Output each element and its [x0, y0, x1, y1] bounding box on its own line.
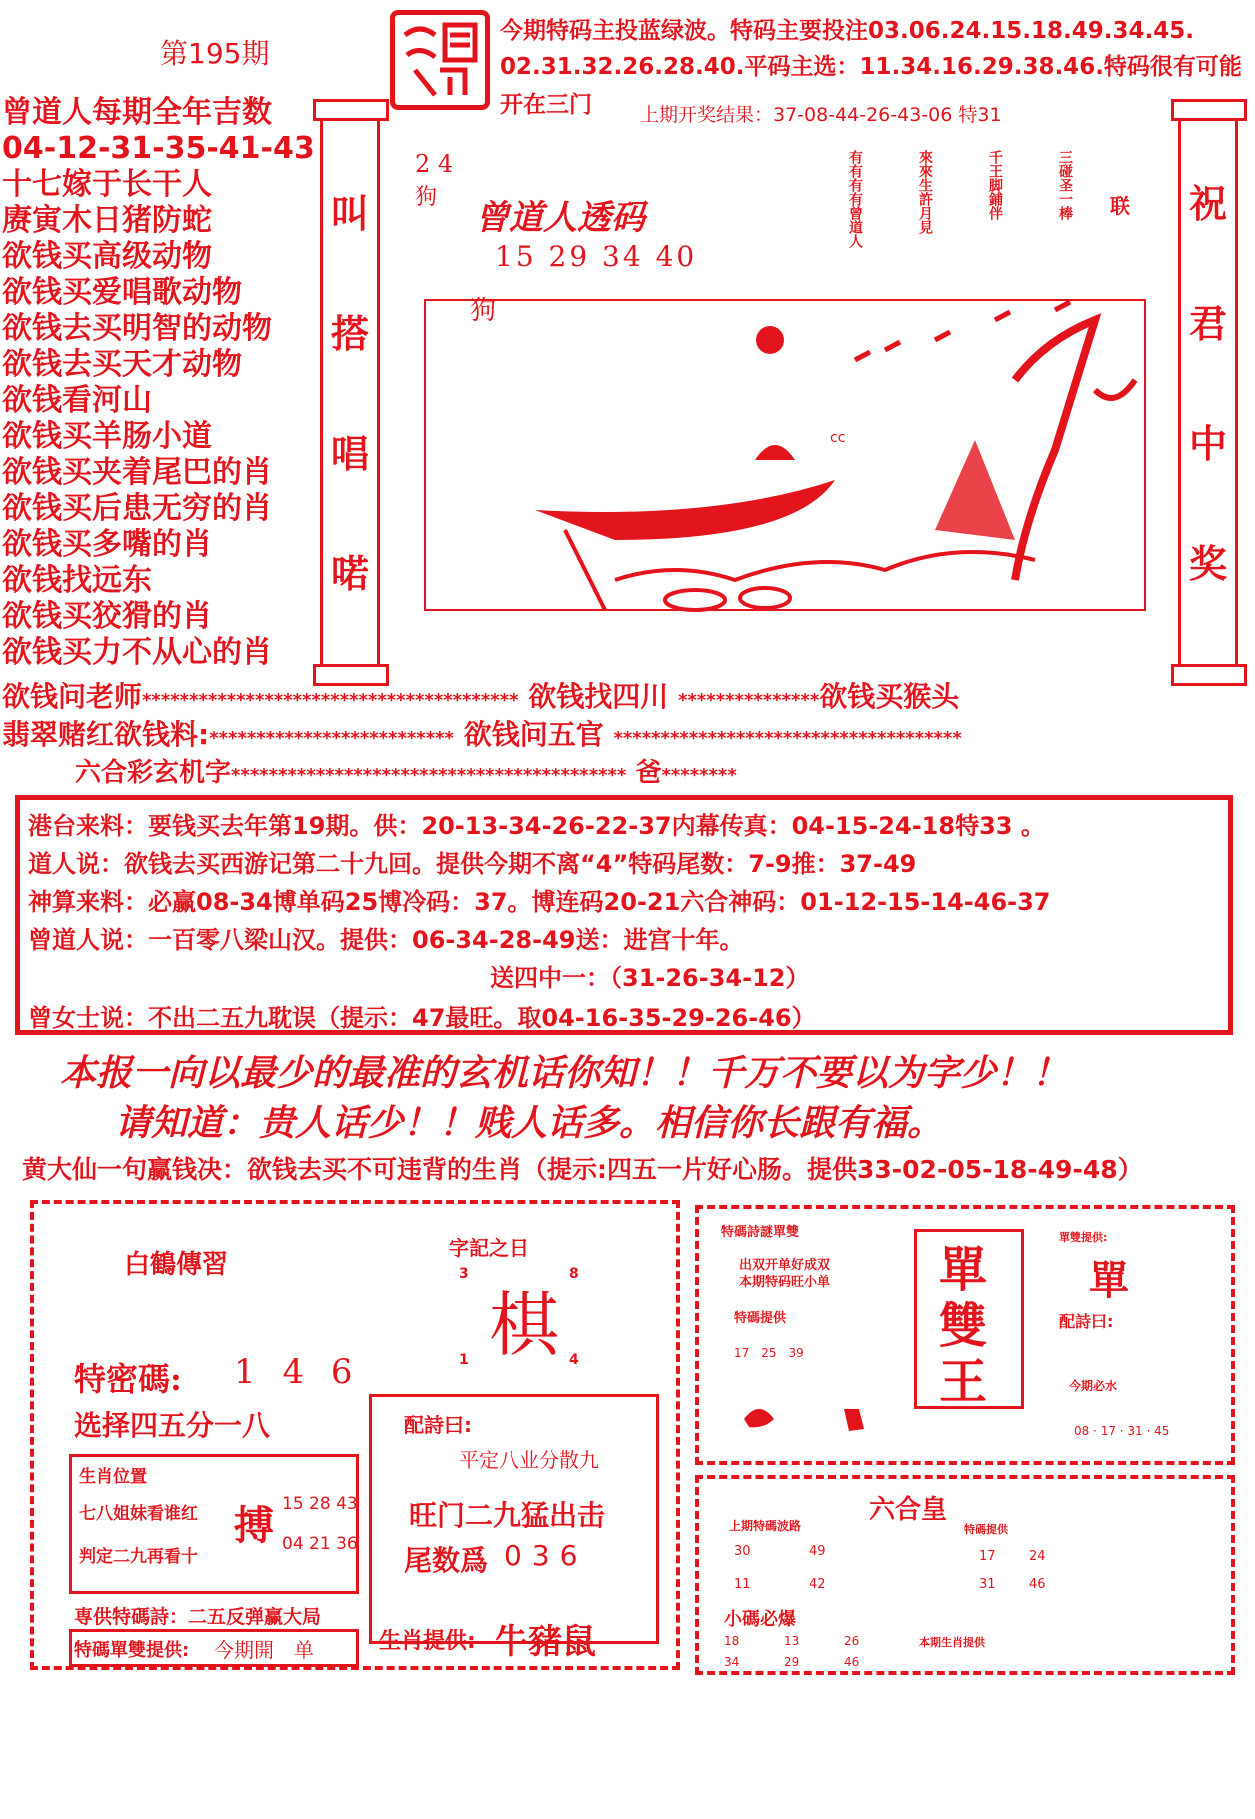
info-line: 曾道人说：一百零八梁山汉。提供：06-34-28-49送：进宫十年。 [28, 926, 744, 954]
br-sx: 本期生肖提供 [919, 1636, 985, 1649]
clue-line: 欲钱找远东 [2, 563, 152, 598]
br-right-nums: 08 · 17 · 31 · 45 [1074, 1424, 1170, 1438]
clue-line: 欲钱买力不从心的肖 [2, 635, 272, 670]
clue-line: 欲钱看河山 [2, 383, 152, 418]
ds-label: 特碼單雙提供: [74, 1640, 190, 1661]
s-num: 29 [784, 1655, 800, 1669]
star-line-stars: ************************** [209, 728, 454, 749]
star-line-text: 欲钱找四川 [528, 680, 669, 713]
star-line-text: 翡翠赌红欲钱料: [2, 718, 210, 751]
scroll-left [320, 110, 380, 675]
scroll-char: 搭 [330, 312, 369, 356]
char-num: 4 [569, 1352, 579, 1368]
picture-numbers: 15 29 34 40 [495, 240, 698, 273]
w-num: 49 [809, 1544, 826, 1559]
bottom-right-lower-panel [695, 1475, 1235, 1675]
scroll-char: 唱 [330, 432, 369, 476]
br-right-bottom: 今期必水 [1069, 1379, 1118, 1393]
big-char: 棋 [489, 1284, 559, 1366]
clue-line: 欲钱买夹着尾巴的肖 [2, 455, 272, 490]
info-line: 送四中一：（31-26-34-12） [490, 964, 810, 992]
info-line: 曾女士说：不出二五九耽误（提示：47最旺。取04-16-35-29-26-46） [28, 1004, 816, 1032]
bottom-right-top-panel [695, 1205, 1235, 1465]
boat-scene-icon [415, 280, 1170, 630]
scroll-cap [1171, 99, 1247, 121]
bl-line-1: 七八姐妹看谁红 [79, 1504, 198, 1524]
star-line-3 [75, 752, 737, 789]
scroll-char: 叫 [330, 192, 369, 236]
tp-num: 24 [1029, 1549, 1046, 1564]
char-num: 1 [459, 1352, 469, 1368]
poem-column: 三碰圣一棒 [1057, 150, 1073, 220]
wang-line: 旺门二九猛出击 [409, 1499, 606, 1532]
s-num: 18 [724, 1634, 740, 1648]
bl-nums-2: 04 21 36 [282, 1534, 358, 1554]
tp-num: 17 [979, 1549, 996, 1564]
star-line-1 [2, 675, 959, 715]
star-line-text: 六合彩玄机字 [75, 758, 232, 788]
poem-text: 平定八业分散九 [459, 1448, 599, 1472]
clue-line: 欲钱买爱唱歌动物 [2, 275, 242, 310]
star-line-stars: ************************************* [613, 728, 962, 749]
clue-line: 欲钱去买天才动物 [2, 347, 242, 382]
scroll-char: 祝 [1188, 182, 1227, 226]
star-line-stars: ******** [661, 765, 737, 786]
star-line-2 [2, 713, 962, 753]
w-num: 42 [809, 1577, 826, 1592]
br-nums: 17 25 39 [734, 1346, 804, 1360]
left-clue-list [2, 95, 315, 671]
s-num: 34 [724, 1655, 740, 1669]
header-line-1: 今期特码主投蓝绿波。特码主要投注03.06.24.15.18.49.34.45. [500, 18, 1194, 44]
br-provide: 特碼提供 [734, 1311, 787, 1326]
poem-column: 來來生許月見 [917, 150, 933, 234]
big-char: 王 [939, 1354, 988, 1410]
s-num: 13 [784, 1634, 800, 1648]
choose-line: 选择四五分一八 [74, 1409, 271, 1442]
picture-numbers-top: 2 4 [415, 150, 454, 178]
char-title: 字記之日 [449, 1236, 529, 1260]
scroll-char: 君 [1188, 302, 1227, 346]
bo-char: 搏 [234, 1503, 274, 1549]
char-num: 3 [459, 1266, 469, 1282]
tp-num: 31 [979, 1577, 996, 1592]
clue-line: 曾道人每期全年吉数 [2, 95, 272, 130]
clue-line: 欲钱买多嘴的肖 [2, 527, 212, 562]
slogan-1: 本报一向以最少的最准的玄机话你知！！千万不要以为字少！！ [60, 1052, 1069, 1094]
scroll-char: 喏 [330, 552, 369, 596]
picture-zodiac-2: 狗 [470, 296, 497, 326]
issue-number: 第195期 [160, 37, 270, 70]
br-top-title: 特碼詩謎單雙 [721, 1225, 800, 1240]
logo-mark-icon [395, 15, 485, 105]
w-num: 30 [734, 1544, 751, 1559]
scroll-cap [1171, 664, 1247, 686]
clue-line: 欲钱买后患无穷的肖 [2, 491, 272, 526]
star-line-text: 欲钱买猴头 [819, 680, 960, 713]
big-char: 單 [939, 1242, 988, 1298]
br-small-title: 小碼必爆 [724, 1609, 796, 1630]
poem-label: 配詩曰: [404, 1413, 472, 1437]
star-line-stars: **************************************** [142, 690, 519, 711]
picture-cc: cc [830, 430, 846, 446]
br-top-line-2: 本期特码旺小单 [739, 1275, 831, 1290]
scroll-cap [313, 99, 389, 121]
clue-line: 欲钱买羊肠小道 [2, 419, 212, 454]
clue-line: 欲钱买狡猾的肖 [2, 599, 212, 634]
huang-clue: 黄大仙一句赢钱决：欲钱去买不可违背的生肖（提示:四五一片好心肠。提供33-02-05-18-49-48） [22, 1155, 1143, 1184]
header-line-2: 02.31.32.26.28.40.平码主选：11.34.16.29.38.46.特码很有可能 [500, 54, 1242, 80]
br-top-line-1: 出双开单好成双 [739, 1258, 831, 1273]
info-line: 港台来料：要钱买去年第19期。供：20-13-34-26-22-37内幕传真：04-15-24-18特33 。 [28, 812, 1045, 840]
picture-zodiac: 狗 [415, 185, 438, 210]
tema-label: 特密碼: [74, 1360, 182, 1398]
char-num: 8 [569, 1266, 579, 1282]
last-result: 上期开奖结果：37-08-44-26-43-06 特31 [640, 104, 1002, 126]
slogan-2: 请知道：贵人话少！！贱人话多。相信你长跟有福。 [115, 1102, 944, 1144]
star-line-stars: *************** [678, 690, 820, 711]
star-line-text: 欲钱问老师 [2, 680, 143, 713]
scroll-char: 奖 [1188, 542, 1227, 586]
picture-title: 曾道人透码 [475, 198, 645, 238]
s-num: 26 [844, 1634, 860, 1648]
ds-value: 今期開 单 [214, 1638, 314, 1662]
clue-line: 赓寅木日猪防蛇 [2, 203, 212, 238]
poem-column: 千王脚鋪伴 [987, 150, 1003, 220]
s-num: 46 [844, 1655, 860, 1669]
br-poem-label: 配詩曰: [1059, 1312, 1114, 1331]
clue-line: 十七嫁于长干人 [2, 167, 212, 202]
br-lower-title: 六合皇 [869, 1495, 948, 1525]
star-line-text: 爸 [635, 758, 662, 788]
tail-value: 036 [504, 1539, 588, 1572]
tp-num: 46 [1029, 1577, 1046, 1592]
picture-panel [415, 130, 1170, 630]
br-right-title: 單雙提供: [1059, 1231, 1108, 1244]
bl-nums-1: 15 28 43 [282, 1494, 358, 1514]
star-line-stars: ****************************************** [231, 765, 627, 786]
clue-line: 欲钱买高级动物 [2, 239, 212, 274]
clue-line: 欲钱去买明智的动物 [2, 311, 272, 346]
header-line-3: 开在三门 [500, 92, 592, 118]
w-num: 11 [734, 1577, 751, 1592]
poem-end: 联 [1110, 194, 1130, 218]
bottom-left-panel [30, 1200, 680, 1670]
br-tp: 特碼提供 [964, 1523, 1008, 1536]
star-line-text: 欲钱问五官 [463, 718, 604, 751]
sx-value: 牛豬鼠 [494, 1622, 596, 1662]
info-line: 道人说：欲钱去买西游记第二十九回。提供今期不离“4”特码尾数：7-9推：37-49 [28, 850, 917, 878]
bl-title: 白鶴傳習 [124, 1250, 229, 1280]
br-last-wave: 上期特碼波路 [729, 1519, 802, 1533]
info-line: 神算来料：必赢08-34博单码25博冷码：37。博连码20-21六合神码：01-12-15-14-46-37 [28, 888, 1051, 916]
br-right-big: 單 [1089, 1257, 1129, 1304]
tema-value: 1 4 6 [234, 1352, 361, 1392]
tail-label: 尾数爲 [404, 1544, 489, 1577]
scroll-right [1178, 110, 1238, 675]
sx-label: 生肖提供: [379, 1629, 476, 1654]
special-poem: 専供特碼詩：二五反弹赢大局 [74, 1606, 322, 1628]
info-box [15, 795, 1233, 1035]
poem-column: 有有有有曾道人 [847, 150, 863, 248]
scroll-char: 中 [1188, 422, 1227, 466]
zodiac-pos: 生肖位置 [79, 1467, 147, 1487]
clue-line: 04-12-31-35-41-43 [2, 131, 315, 166]
logo [390, 10, 490, 110]
bl-line-2: 判定二九再看十 [79, 1547, 198, 1567]
animal-icons [734, 1389, 914, 1439]
big-char: 雙 [939, 1298, 988, 1354]
